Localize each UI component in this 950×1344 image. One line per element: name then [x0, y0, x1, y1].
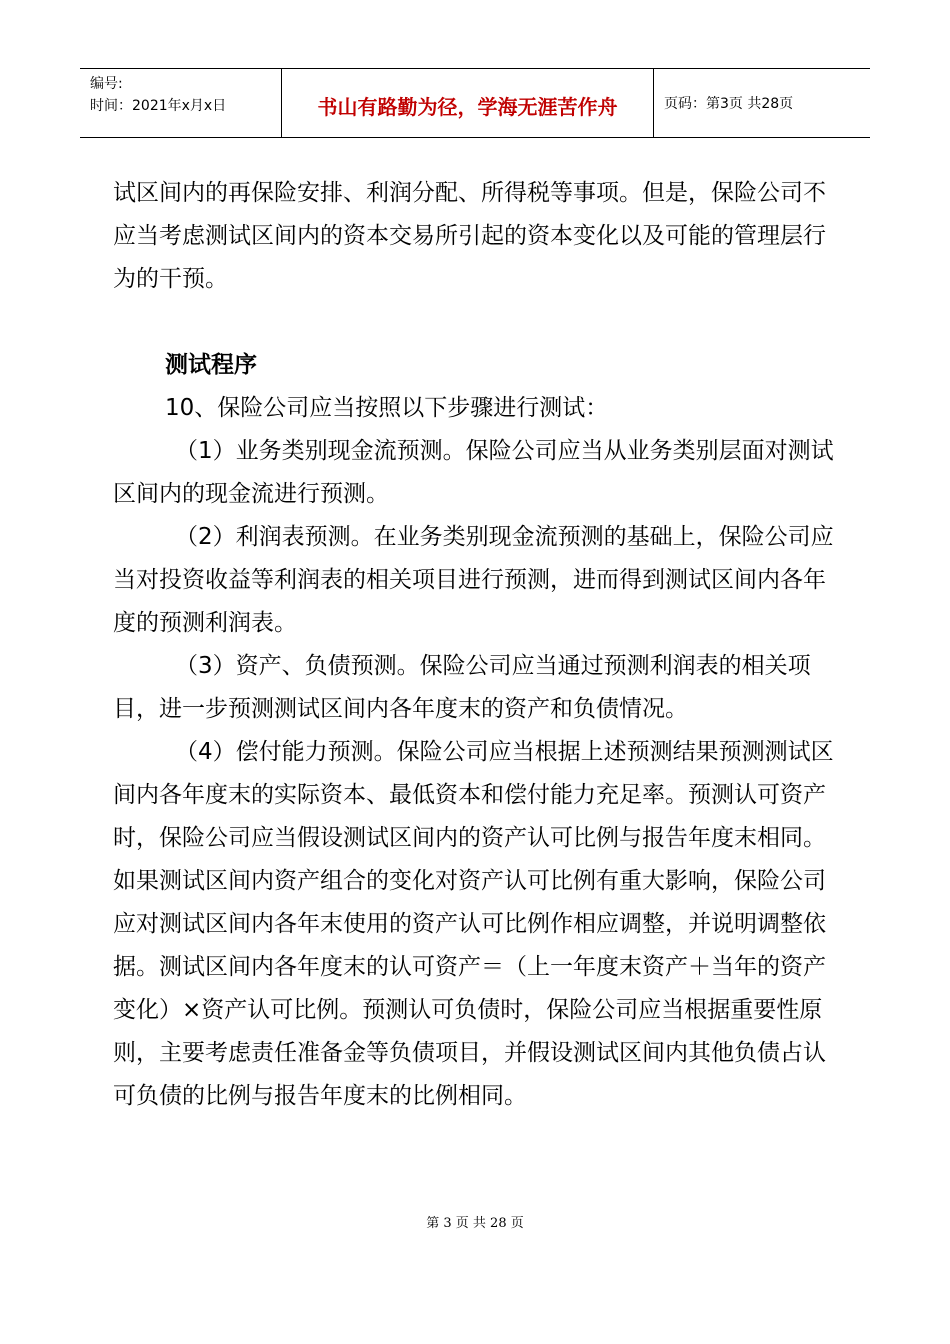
page-header: [80, 68, 870, 138]
paragraph-steps-intro: 10、保险公司应当按照以下步骤进行测试：: [165, 395, 609, 421]
header-motto-cell: [282, 69, 654, 137]
section-heading: 测试程序: [165, 352, 257, 378]
header-page-info: 页码：第3页 共28页: [664, 96, 794, 112]
motto-text: 书山有路勤为径，学海无涯苦作舟: [317, 94, 618, 119]
paragraph-step-2: （2）利润表预测。在业务类别现金流预测的基础上，保险公司应当对投资收益等利润表的相关项目进行预测，进而得到测试区间内各年度的预测利润表。: [113, 524, 834, 636]
page-footer: 第 3 页 共 28 页: [426, 1216, 524, 1231]
header-meta-cell: [80, 69, 282, 137]
document-body: [113, 172, 843, 1118]
paragraph-step-1: （1）业务类别现金流预测。保险公司应当从业务类别层面对测试区间内的现金流进行预测。: [113, 438, 834, 507]
serial-number-label: 编号:: [90, 76, 123, 92]
header-page-cell: [654, 69, 870, 137]
paragraph-step-3: （3）资产、负债预测。保险公司应当通过预测利润表的相关项目，进一步预测测试区间内各年度末的资产和负债情况。: [113, 653, 811, 722]
paragraph-step-4: （4）偿付能力预测。保险公司应当根据上述预测结果预测测试区间内各年度末的实际资本、最低资本和偿付能力充足率。预测认可资产时，保险公司应当假设测试区间内的资产认可比例与报告年度末相同。如果测试区间内资产组合的变化对资产认可比例有重大影响，保险公司应对测试区间内各年末使用的资产认可比例作相应调整，并说明调整依据。测试区间内各年度末的认可资产＝（上一年度末资产＋当年的资产变化）×资产认可比例。预测认可负债时，保险公司应当根据重要性原则，主要考虑责任准备金等负债项目，并假设测试区间内其他负债占认可负债的比例与报告年度末的比例相同。: [113, 739, 834, 1109]
date-label: 时间：2021年x月x日: [90, 98, 227, 114]
paragraph-continuation: 试区间内的再保险安排、利润分配、所得税等事项。但是，保险公司不应当考虑测试区间内的资本交易所引起的资本变化以及可能的管理层行为的干预。: [113, 180, 826, 292]
